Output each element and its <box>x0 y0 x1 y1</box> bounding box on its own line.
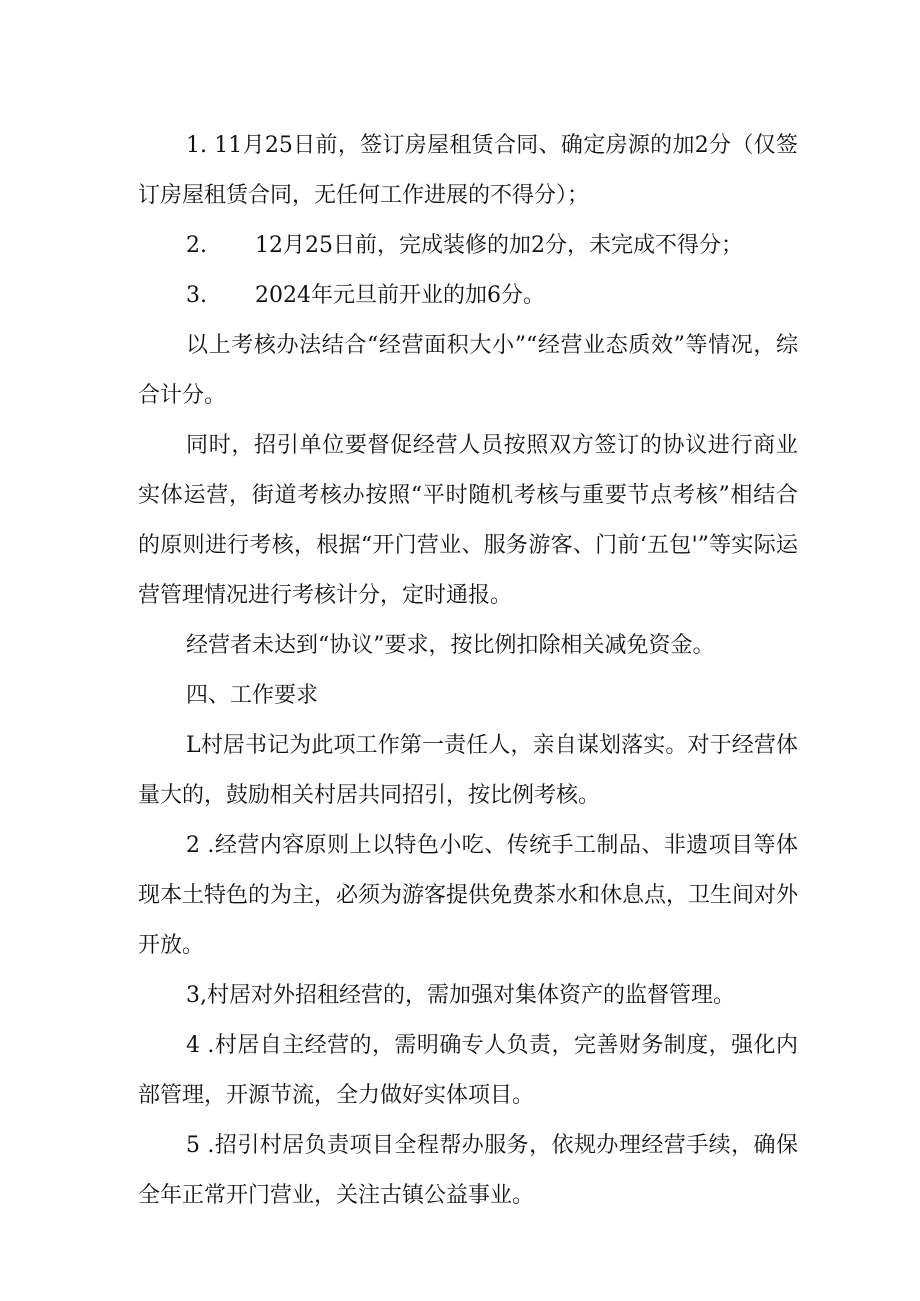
paragraph-item-1: 1. 11月25日前，签订房屋租赁合同、确定房源的加2分（仅签订房屋租赁合同，无任何工作进展的不得分）； <box>138 133 798 208</box>
requirement-item-2: 2 .经营内容原则上以特色小吃、传统手工制品、非遗项目等体现本土特色的为主，必须为游客提供免费茶水和休息点，卫生间对外开放。 <box>138 833 799 958</box>
requirement-item-3: 3,村居对外招租经营的，需加强对集体资产的监督管理。 <box>186 983 735 1008</box>
section-heading-work-requirements: 四、工作要求 <box>186 683 319 708</box>
paragraph-item-2 <box>138 221 798 271</box>
requirement-item-5: 5 .招引村居负责项目全程帮办服务，依规办理经营手续，确保全年正常开门营业，关注古镇公益事业。 <box>138 1133 798 1208</box>
paragraph-item-2-text: 12月25日前，完成装修的加2分，未完成不得分； <box>255 233 743 258</box>
paragraph-item-3 <box>138 271 798 321</box>
list-marker-3: 3. <box>186 283 207 308</box>
paragraph-deduction: 经营者未达到“协议”要求，按比例扣除相关减免资金。 <box>186 633 715 658</box>
paragraph-item-3-text: 2024年元旦前开业的加6分。 <box>255 283 545 308</box>
requirement-item-4: 4 .村居自主经营的，需明确专人负责，完善财务制度，强化内部管理，开源节流，全力做好实体项目。 <box>138 1033 798 1108</box>
requirement-item-1: L村居书记为此项工作第一责任人，亲自谋划落实。对于经营体量大的，鼓励相关村居共同招引，按比例考核。 <box>138 733 798 808</box>
paragraph-operation-supervision: 同时，招引单位要督促经营人员按照双方签订的协议进行商业实体运营，街道考核办按照“平时随机考核与重要节点考核”相结合的原则进行考核，根据“开门营业、服务游客、门前‘五包'”等实际运营管理情况进行考核计分，定时通报。 <box>138 433 798 608</box>
list-marker-2: 2. <box>186 233 207 258</box>
paragraph-assessment-method: 以上考核办法结合“经营面积大小”“经营业态质效”等情况，综合计分。 <box>138 333 798 408</box>
